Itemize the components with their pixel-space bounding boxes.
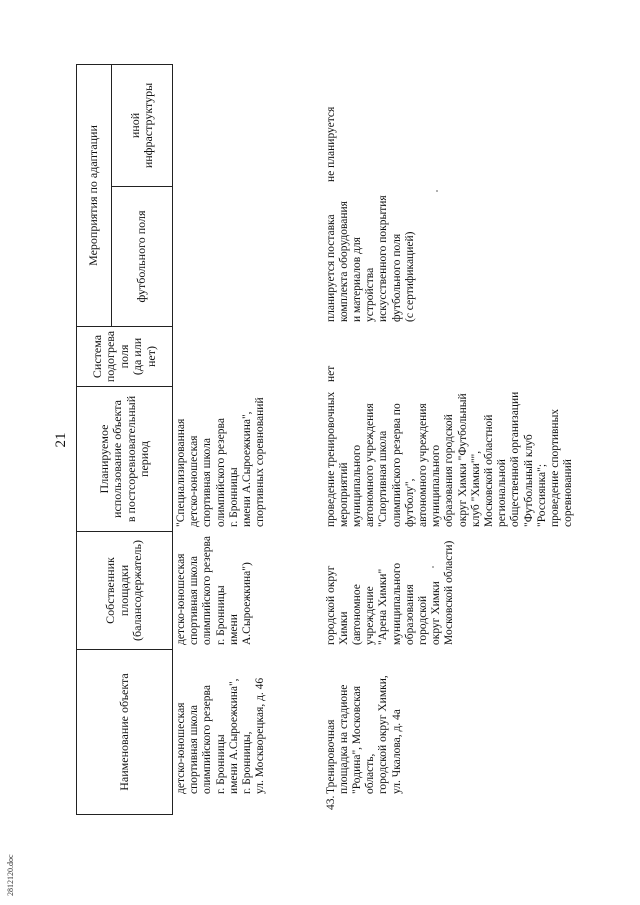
rotated-landscape-content xyxy=(50,65,595,815)
header-planned-use: Планируемое использование объекта в постсоревновательный период xyxy=(77,387,173,532)
row-1-name-cell xyxy=(173,650,323,815)
row-1-heating xyxy=(173,327,323,387)
row-2-name: Тренировочная площадка на стадионе "Родина", Московская область, городской округ Химки, ул. Чкалова, д. 4а xyxy=(324,675,403,794)
row-2-name-cell xyxy=(323,650,578,815)
row-2-heating: нет xyxy=(324,365,337,382)
header-name: Наименование объекта xyxy=(77,650,173,815)
row-2-owner: городской округ Химки (автономное учреждение "Арена Химки" муниципального образования городской округ Химки Московской области) xyxy=(324,540,456,645)
row-1-owner: детско-юношеская спортивная школа олимпийского резерва г. Бронницы имени А.Сыроежкина") xyxy=(175,536,254,645)
row-number: 43. xyxy=(324,795,337,810)
facilities-table xyxy=(76,64,577,815)
row-2-adapt-infra: не планируется xyxy=(324,106,337,182)
row-1-planned-use: "Специализированная детско-юношеская спортивная школа олимпийского резерва г. Бронницы имени А.Сыроежкина", спортивных соревнований xyxy=(175,397,267,527)
row-2-planned-use: проведение тренировочных мероприятий муниципального автономного учреждения "Спортивная школа олимпийского резерва по футболу", автономного учреждения муниципального образования городской округ Химки "Футбольный клуб "Химки"", Московской областной региональной общественной организации "Футбольный клуб "Россиянка"; проведение спортивных соревнований xyxy=(324,391,575,527)
row-1-adapt-infra xyxy=(173,65,323,187)
header-adapt-infra: иной инфраструктуры xyxy=(112,65,173,187)
scan-speck xyxy=(436,190,438,192)
header-heating: Система подогрева поля (да или нет) xyxy=(77,327,173,387)
row-2-adapt-field: планируется поставка комплекта оборудования и материалов для устройства искусственного покрытия футбольного поля (с сертификацией) xyxy=(324,195,416,322)
footer xyxy=(0,856,30,896)
header-owner: Собственник площадки (балансодержатель) xyxy=(77,532,173,650)
table-header-row xyxy=(77,65,112,815)
table-row xyxy=(323,65,578,815)
scan-speck xyxy=(432,566,434,568)
footer-file-code: 2812120.doc xyxy=(6,854,15,896)
row-1-adapt-field xyxy=(173,187,323,327)
header-adapt-field: футбольного поля xyxy=(112,187,173,327)
header-adaptation: Мероприятия по адаптации xyxy=(77,65,112,327)
table-row xyxy=(173,65,323,815)
row-1-name: детско-юношеская спортивная школа олимпийского резерва г. Бронницы имени А.Сыроежкина", г. Бронницы, ул. Москворецкая, д. 46 xyxy=(175,677,267,794)
page-number: 21 xyxy=(53,432,69,448)
